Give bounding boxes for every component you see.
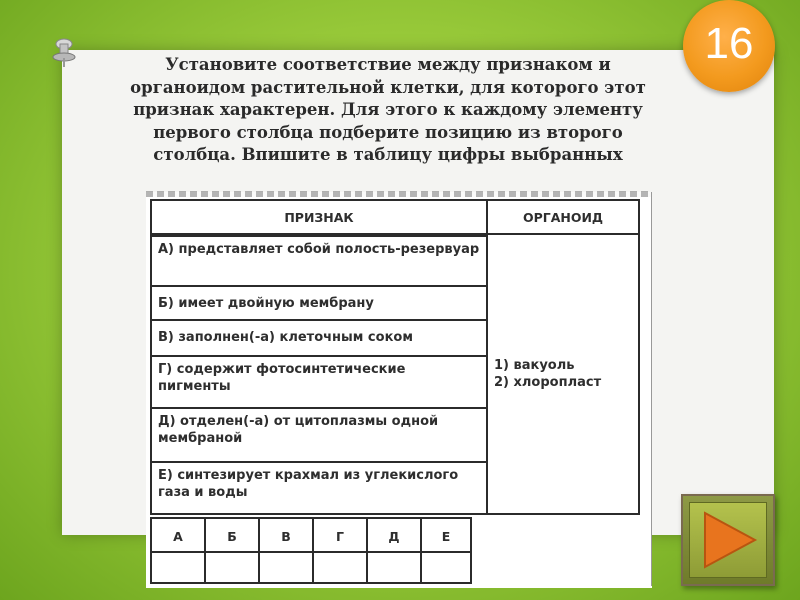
pushpin-icon xyxy=(52,38,76,68)
sign-row-v: В) заполнен(-а) клеточным соком xyxy=(150,319,488,357)
next-slide-button[interactable] xyxy=(681,494,775,586)
task-line: Установите соответствие между признаком и xyxy=(165,55,611,74)
organoid-list xyxy=(486,233,640,515)
task-line: столбца. Впишите в таблицу цифры выбранных xyxy=(153,145,623,164)
answer-cell-b[interactable] xyxy=(204,551,260,584)
organoid-item: 1) вакуоль xyxy=(494,358,575,373)
task-line: первого столбца подберите позицию из второго xyxy=(153,122,623,142)
slide-number-badge: 16 xyxy=(683,0,775,92)
answer-letter-v: В xyxy=(258,517,314,553)
answer-letter-d: Д xyxy=(366,517,422,553)
answer-cell-a[interactable] xyxy=(150,551,206,584)
task-line: признак характерен. Для этого к каждому элементу xyxy=(133,100,643,119)
task-instructions xyxy=(80,54,696,190)
sign-row-e: Е) синтезирует крахмал из углекислого газа и воды xyxy=(150,461,488,515)
organoid-item: 2) хлоропласт xyxy=(494,375,602,390)
answer-letter-a: А xyxy=(150,517,206,553)
header-organoid: ОРГАНОИД xyxy=(486,199,640,235)
sign-row-d: Д) отделен(-а) от цитоплазмы одной мембраной xyxy=(150,407,488,463)
cut-off-text-line xyxy=(146,191,652,197)
sign-row-a: А) представляет собой полость-резервуар xyxy=(150,235,488,287)
answer-cell-v[interactable] xyxy=(258,551,314,584)
answer-cell-g[interactable] xyxy=(312,551,368,584)
divider xyxy=(651,192,652,586)
answer-letter-b: Б xyxy=(204,517,260,553)
answer-letter-g: Г xyxy=(312,517,368,553)
answer-cell-d[interactable] xyxy=(366,551,422,584)
answer-letter-e: Е xyxy=(420,517,472,553)
sign-row-g: Г) содержит фотосинтетические пигменты xyxy=(150,355,488,409)
header-sign: ПРИЗНАК xyxy=(150,199,488,235)
answer-cell-e[interactable] xyxy=(420,551,472,584)
play-arrow-icon xyxy=(701,510,759,570)
sign-row-b: Б) имеет двойную мембрану xyxy=(150,285,488,321)
task-line: органоидом растительной клетки, для которого этот xyxy=(130,77,646,97)
